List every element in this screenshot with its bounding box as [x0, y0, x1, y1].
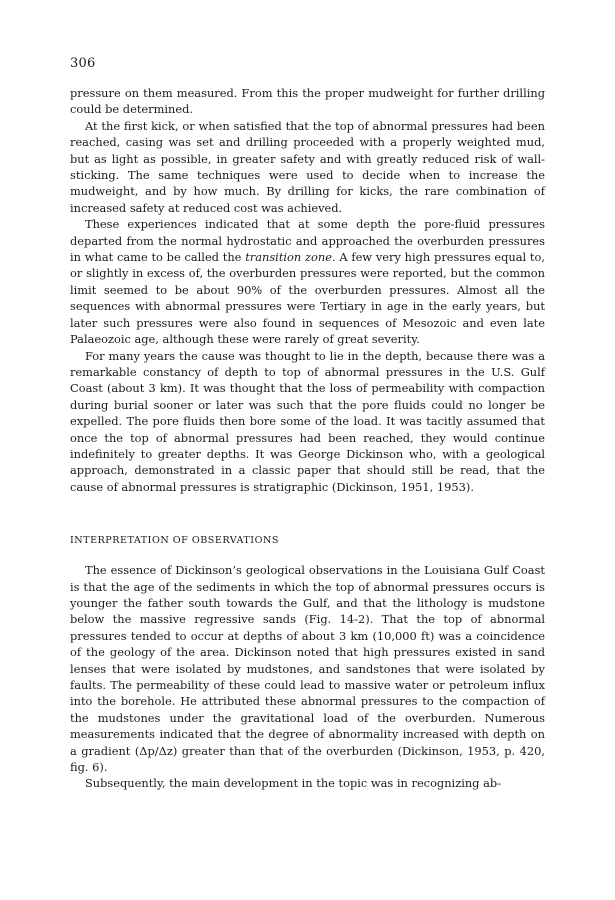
paragraph-3-before: These experiences indicated that at some depth the pore-fluid pressures departed from the normal hydrostatic and approached the overburden pressures in what came to be called the [70, 217, 545, 265]
section-heading: INTERPRETATION OF OBSERVATIONS [70, 535, 279, 547]
paragraph-3 [70, 216, 545, 347]
document-page [70, 56, 545, 792]
paragraph-3-after: A few very high pressures equal to, or slightly in excess of, the overburden pressures were reported, but the common limit seemed to be about 90% of the overburden pressures. Almost all the sequences with abnormal pressures were Tertiary in age in the early years, but later such pressures were also found in sequences of Mesozoic and even late Palaeozoic age, although these were rarely of great severity. [70, 250, 545, 347]
term-transition-zone: transition zone. [245, 250, 336, 265]
page-number: 306 [70, 56, 96, 71]
paragraph-2: At the first kick, or when satisfied that the top of abnormal pressures had been reached, casing was set and drilling proceeded with a properly weighted mud, but as light as possible, in greater safety and with greatly reduced risk of wall-sticking. The same techniques were used to decide when to increase the mudweight, and by how much. By drilling for kicks, the rare combination of increased safety at reduced cost was achieved. [70, 118, 545, 215]
paragraph-6: Subsequently, the main development in the topic was in recognizing ab- [85, 776, 502, 791]
paragraph-1: pressure on them measured. From this the proper mudweight for further drilling could be determined. [70, 86, 545, 117]
paragraph-5: The essence of Dickinson’s geological observations in the Louisiana Gulf Coast is that the age of the sediments in which the top of abnormal pressures occurs is younger the father south towards the Gulf, and that the lithology is mudstone below the massive regressive sands (Fig. 14-2). That the top of abnormal pressures tended to occur at depths of about 3 km (10,000 ft) was a coincidence of the geology of the area. Dickinson noted that high pressures existed in sand lenses that were isolated by mudstones, and sandstones that were isolated by faults. The permeability of these could lead to massive water or petroleum influx into the borehole. He attributed these abnormal pressures to the compaction of the mudstones under the gravitational load of the overburden. Numerous measurements indicated that the degree of abnormality increased with depth on a gradient (Δp/Δz) greater than that of the overburden (Dickinson, 1953, p. 420, fig. 6). [70, 563, 545, 775]
paragraph-4: For many years the cause was thought to lie in the depth, because there was a remarkable constancy of depth to top of abnormal pressures in the U.S. Gulf Coast (about 3 km). It was thought that the loss of permeability with compaction during burial sooner or later was such that the pore fluids could no longer be expelled. The pore fluids then bore some of the load. It was tacitly assumed that once the top of abnormal pressures had been reached, they would continue indefinitely to greater depths. It was George Dickinson who, with a geological approach, demonstrated in a classic paper that should still be read, that the cause of abnormal pressures is stratigraphic (Dickinson, 1951, 1953). [70, 348, 545, 494]
